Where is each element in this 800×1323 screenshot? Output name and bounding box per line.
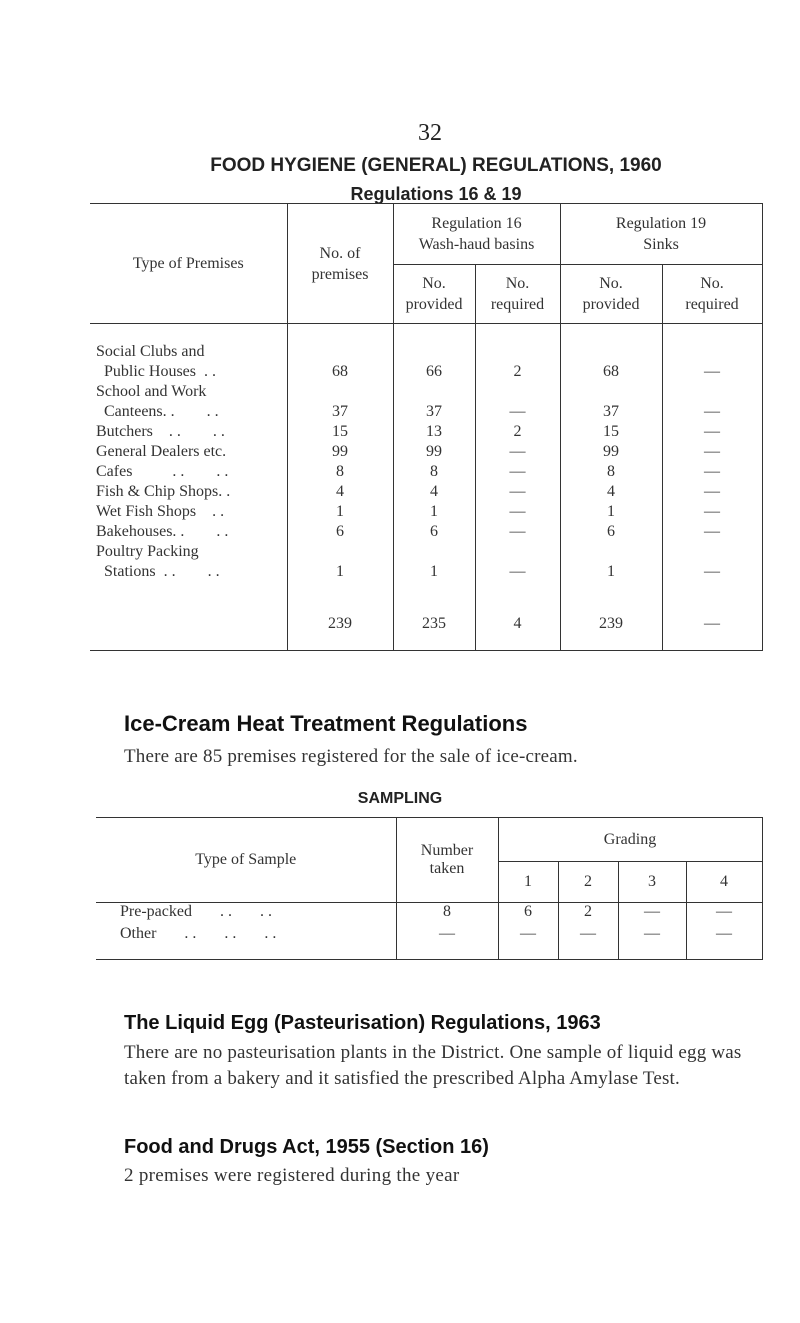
value-cell <box>560 342 662 362</box>
value-cell: 68 <box>287 362 393 382</box>
value-cell <box>662 382 762 402</box>
value-cell: 6 <box>393 522 475 542</box>
value-cell: — <box>686 903 762 926</box>
value-cell: 37 <box>560 402 662 422</box>
value-cell <box>560 382 662 402</box>
value-cell: 2 <box>475 422 560 442</box>
value-cell: 1 <box>287 502 393 522</box>
value-cell <box>475 382 560 402</box>
value-cell: — <box>662 522 762 542</box>
value-cell: — <box>662 402 762 422</box>
value-cell <box>393 542 475 562</box>
value-cell: — <box>558 925 618 960</box>
header-grade-2: 2 <box>558 862 618 903</box>
sample-type-cell: Pre-packed . . . . <box>96 903 396 926</box>
value-cell <box>662 542 762 562</box>
totals-row <box>90 598 762 651</box>
table-row <box>96 925 762 960</box>
value-cell: 1 <box>560 562 662 582</box>
value-cell: 13 <box>393 422 475 442</box>
value-cell: — <box>475 562 560 582</box>
premises-type-cell: Social Clubs and <box>90 342 287 362</box>
value-cell: 6 <box>560 522 662 542</box>
liquid-egg-text: There are no pasteurisation plants in the District. One sample of liquid egg was taken from a bakery and it satisfied the prescribed Alpha Amylase Test. <box>124 1042 742 1089</box>
table-row <box>90 502 762 522</box>
value-cell: — <box>475 442 560 462</box>
value-cell: — <box>686 925 762 960</box>
liquid-egg-heading: The Liquid Egg (Pasteurisation) Regulations, 1963 <box>124 1012 601 1034</box>
value-cell: 68 <box>560 362 662 382</box>
value-cell: — <box>475 522 560 542</box>
sampling-heading: SAMPLING <box>357 790 443 807</box>
value-cell: — <box>662 362 762 382</box>
value-cell: 6 <box>287 522 393 542</box>
premises-type-cell: Public Houses . . <box>90 362 287 382</box>
table-row <box>96 903 762 926</box>
value-cell: — <box>662 422 762 442</box>
value-cell: 99 <box>287 442 393 462</box>
value-cell <box>475 542 560 562</box>
premises-type-cell: School and Work <box>90 382 287 402</box>
value-cell: 6 <box>498 903 558 926</box>
header-sinks-provided: No. provided <box>560 265 662 324</box>
value-cell: — <box>475 502 560 522</box>
table-row <box>90 362 762 382</box>
table-row <box>90 382 762 402</box>
value-cell: — <box>662 482 762 502</box>
food-drugs-text: 2 premises were registered during the year <box>124 1165 460 1186</box>
value-cell: — <box>662 462 762 482</box>
sample-type-cell: Other . . . . . . <box>96 925 396 960</box>
value-cell: 4 <box>287 482 393 502</box>
value-cell: 1 <box>393 562 475 582</box>
value-cell: 1 <box>393 502 475 522</box>
premises-type-cell: Canteens. . . . <box>90 402 287 422</box>
value-cell: — <box>396 925 498 960</box>
header-type-of-premises: Type of Premises <box>90 204 287 324</box>
value-cell: 99 <box>560 442 662 462</box>
table-row <box>90 522 762 542</box>
table-row <box>90 462 762 482</box>
value-cell <box>475 342 560 362</box>
table-row <box>90 422 762 442</box>
header-grade-4: 4 <box>686 862 762 903</box>
sampling-table <box>96 817 763 960</box>
header-sinks-required: No. required <box>662 265 762 324</box>
table-row <box>90 562 762 582</box>
value-cell: 4 <box>560 482 662 502</box>
page-title: FOOD HYGIENE (GENERAL) REGULATIONS, 1960 <box>210 155 662 176</box>
food-drugs-heading: Food and Drugs Act, 1955 (Section 16) <box>124 1136 489 1158</box>
value-cell: — <box>618 903 686 926</box>
total-sinks-required: — <box>662 598 762 651</box>
table-row <box>90 542 762 562</box>
table-row <box>90 402 762 422</box>
value-cell <box>287 342 393 362</box>
value-cell: — <box>475 482 560 502</box>
premises-type-cell: Butchers . . . . <box>90 422 287 442</box>
header-regulation-16: Regulation 16 Wash-haud basins <box>393 204 560 265</box>
premises-type-cell: Poultry Packing <box>90 542 287 562</box>
value-cell: 8 <box>396 903 498 926</box>
value-cell: — <box>662 442 762 462</box>
value-cell: — <box>662 562 762 582</box>
value-cell: 37 <box>287 402 393 422</box>
value-cell: 2 <box>558 903 618 926</box>
value-cell: 8 <box>393 462 475 482</box>
total-basins-provided: 235 <box>393 598 475 651</box>
total-basins-required: 4 <box>475 598 560 651</box>
total-sinks-provided: 239 <box>560 598 662 651</box>
header-grading: Grading <box>498 818 762 862</box>
header-no-of-premises: No. of premises <box>287 204 393 324</box>
value-cell <box>560 542 662 562</box>
value-cell: 15 <box>287 422 393 442</box>
value-cell: 4 <box>393 482 475 502</box>
ice-cream-text: There are 85 premises registered for the sale of ice-cream. <box>124 746 578 767</box>
premises-type-cell: Fish & Chip Shops. . <box>90 482 287 502</box>
table-row <box>90 442 762 462</box>
total-premises: 239 <box>287 598 393 651</box>
value-cell: 2 <box>475 362 560 382</box>
value-cell: — <box>475 402 560 422</box>
header-grade-3: 3 <box>618 862 686 903</box>
header-basins-required: No. required <box>475 265 560 324</box>
header-number-taken: Number taken <box>396 818 498 903</box>
value-cell: 1 <box>287 562 393 582</box>
value-cell: — <box>475 462 560 482</box>
value-cell: 66 <box>393 362 475 382</box>
value-cell: — <box>618 925 686 960</box>
header-basins-provided: No. provided <box>393 265 475 324</box>
table-row <box>90 342 762 362</box>
value-cell <box>287 382 393 402</box>
premises-type-cell: Bakehouses. . . . <box>90 522 287 542</box>
value-cell: 37 <box>393 402 475 422</box>
premises-type-cell: Cafes . . . . <box>90 462 287 482</box>
value-cell <box>393 382 475 402</box>
value-cell: 8 <box>287 462 393 482</box>
header-type-of-sample: Type of Sample <box>96 818 396 903</box>
value-cell <box>287 542 393 562</box>
page-subtitle: Regulations 16 & 19 <box>350 184 522 204</box>
regulations-table <box>90 203 763 651</box>
value-cell: — <box>498 925 558 960</box>
value-cell: — <box>662 502 762 522</box>
header-regulation-19: Regulation 19 Sinks <box>560 204 762 265</box>
table-row <box>90 482 762 502</box>
page-number: 32 <box>418 120 442 146</box>
value-cell: 8 <box>560 462 662 482</box>
value-cell: 99 <box>393 442 475 462</box>
header-grade-1: 1 <box>498 862 558 903</box>
value-cell <box>393 342 475 362</box>
value-cell <box>662 342 762 362</box>
value-cell: 15 <box>560 422 662 442</box>
value-cell: 1 <box>560 502 662 522</box>
premises-type-cell: Wet Fish Shops . . <box>90 502 287 522</box>
ice-cream-heading: Ice-Cream Heat Treatment Regulations <box>124 711 528 736</box>
premises-type-cell: General Dealers etc. <box>90 442 287 462</box>
premises-type-cell: Stations . . . . <box>90 562 287 582</box>
